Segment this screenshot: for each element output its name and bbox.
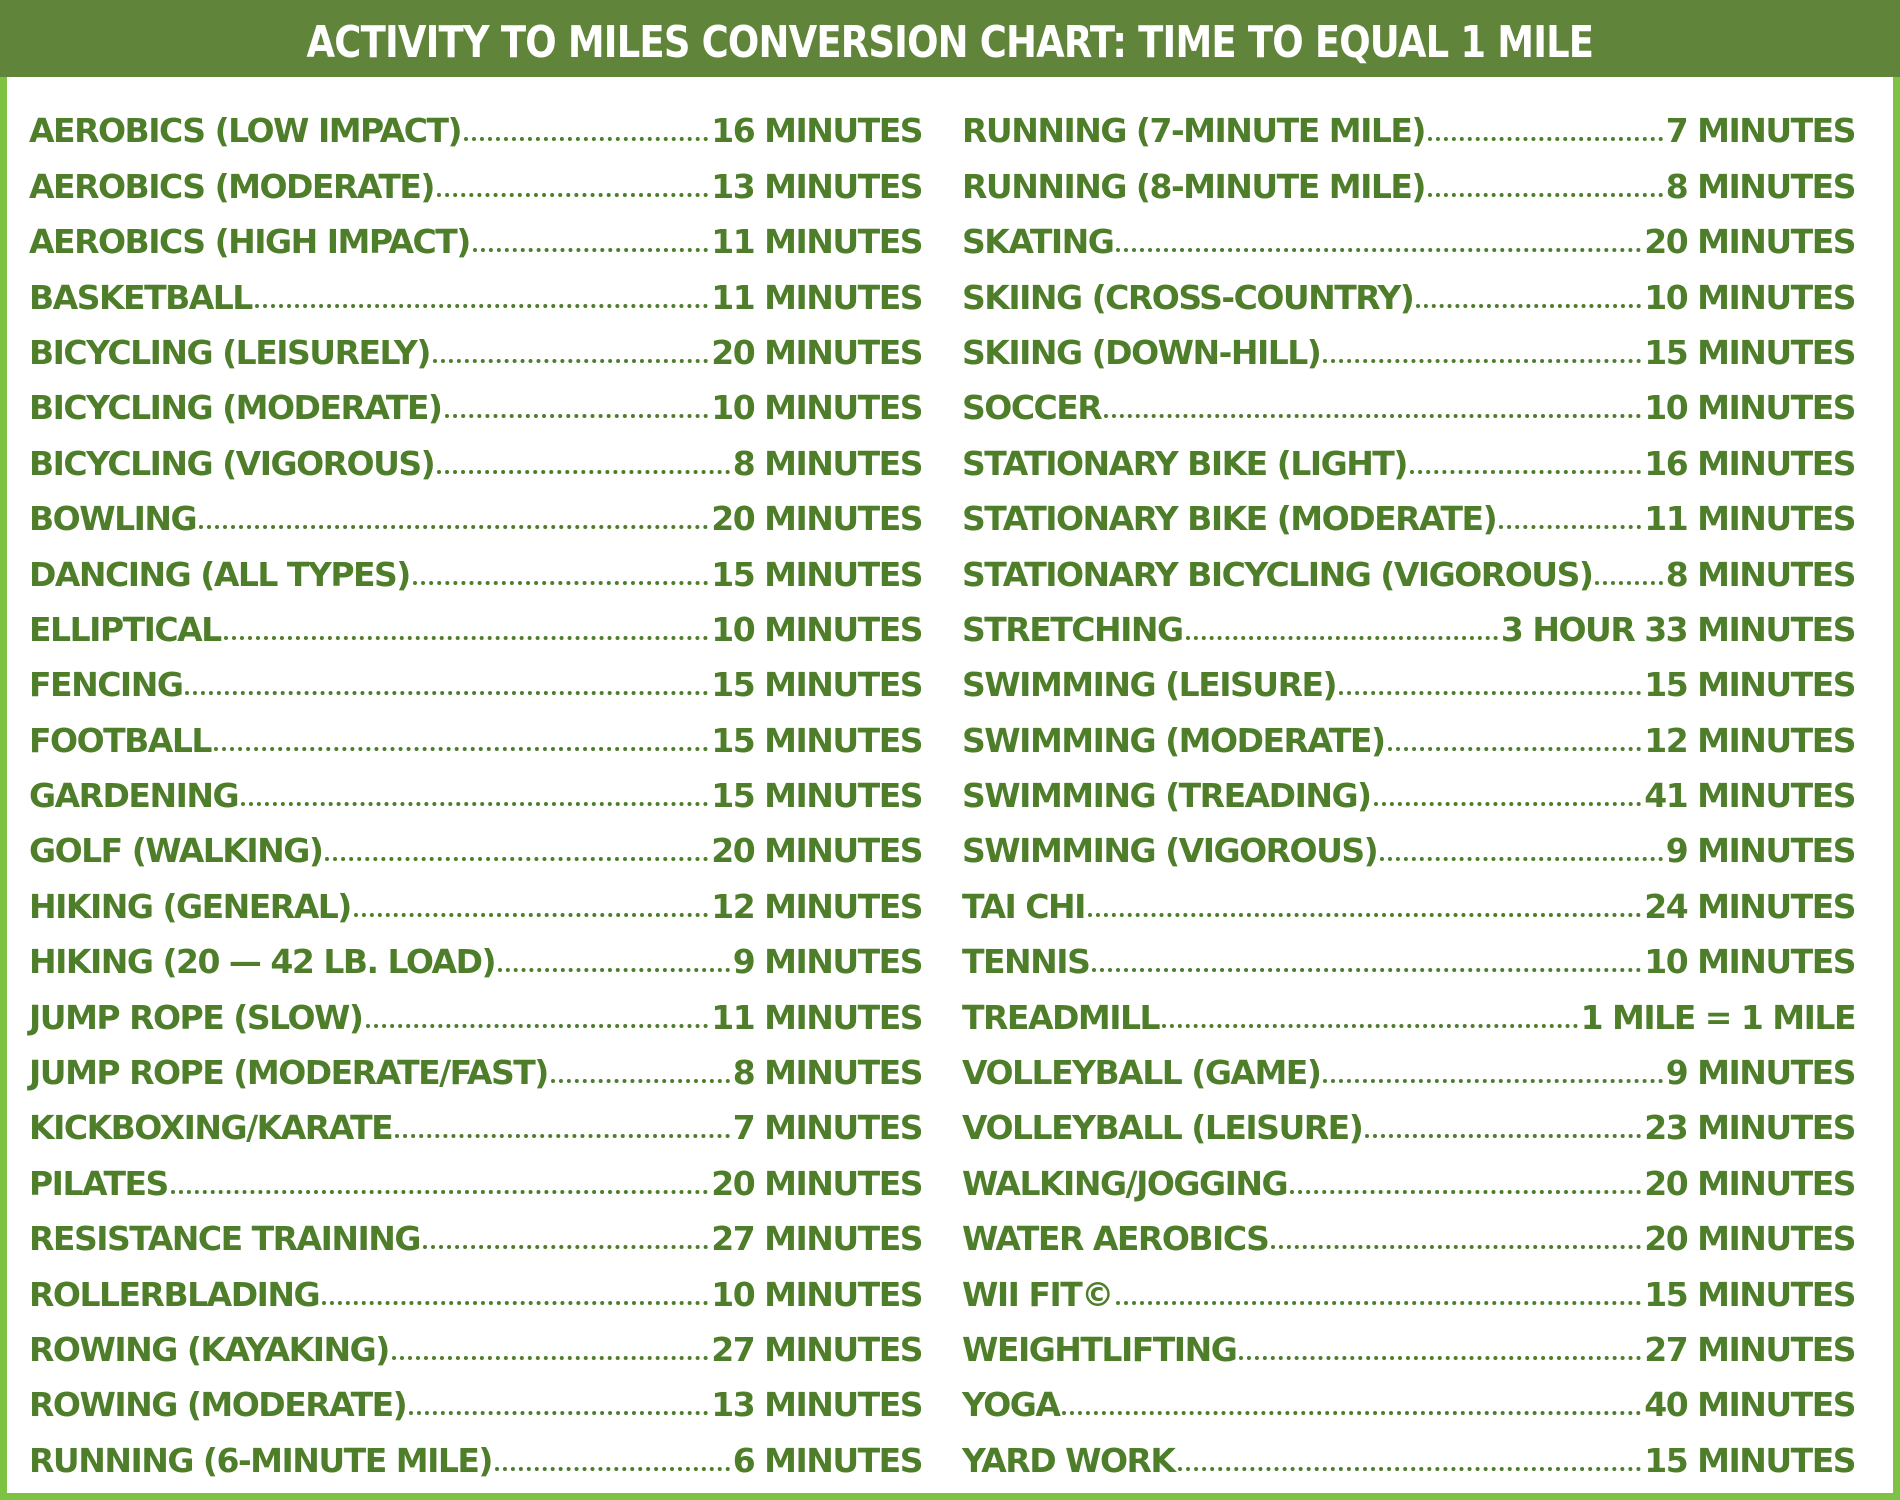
activity-row — [29, 150, 922, 205]
dot-leader — [255, 304, 708, 308]
activity-time: 6 MINUTES — [732, 1440, 922, 1480]
activity-name: GARDENING — [29, 776, 239, 816]
activity-name: FENCING — [29, 665, 183, 705]
activity-time: 1 MILE = 1 MILE — [1580, 997, 1855, 1037]
dot-leader — [322, 1301, 708, 1305]
activity-row — [29, 1147, 922, 1202]
dot-leader — [1365, 1134, 1641, 1138]
activity-row — [29, 427, 922, 482]
activity-row — [962, 1258, 1855, 1313]
activity-row — [962, 1147, 1855, 1202]
activity-time: 20 MINUTES — [711, 332, 922, 372]
activity-name: VOLLEYBALL (LEISURE) — [962, 1108, 1363, 1148]
dot-leader — [1271, 1245, 1641, 1249]
dot-leader — [1428, 193, 1663, 197]
activity-row — [962, 815, 1855, 870]
activity-row — [29, 594, 922, 649]
dot-leader — [473, 248, 708, 252]
activity-time: 40 MINUTES — [1644, 1385, 1855, 1425]
activity-time: 13 MINUTES — [711, 1385, 922, 1425]
activity-time: 13 MINUTES — [711, 166, 922, 206]
dot-leader — [241, 802, 708, 806]
dot-leader — [224, 636, 709, 640]
dot-leader — [395, 1134, 729, 1138]
dot-leader — [1374, 802, 1642, 806]
activity-name: FOOTBALL — [29, 720, 211, 760]
activity-time: 27 MINUTES — [1644, 1329, 1855, 1369]
activity-row — [29, 704, 922, 759]
dot-leader — [366, 1024, 709, 1028]
activity-row — [29, 538, 922, 593]
activity-time: 10 MINUTES — [1644, 942, 1855, 982]
dot-leader — [1388, 747, 1642, 751]
activity-time: 20 MINUTES — [711, 1163, 922, 1203]
dot-leader — [498, 968, 730, 972]
activity-name: SWIMMING (MODERATE) — [962, 720, 1385, 760]
dot-leader — [1088, 913, 1641, 917]
activity-row — [29, 760, 922, 815]
activity-time: 15 MINUTES — [711, 720, 922, 760]
dot-leader — [1323, 1079, 1662, 1083]
activity-row — [962, 317, 1855, 372]
activity-name: STATIONARY BIKE (LIGHT) — [962, 443, 1407, 483]
activity-name: WII FIT© — [962, 1274, 1113, 1314]
activity-name: STATIONARY BICYCLING (VIGOROUS) — [962, 554, 1593, 594]
activity-row — [962, 1092, 1855, 1147]
activity-row — [962, 427, 1855, 482]
activity-name: SOCCER — [962, 388, 1102, 428]
activity-name: STRETCHING — [962, 609, 1183, 649]
activity-name: RUNNING (7-MINUTE MILE) — [962, 111, 1425, 151]
activity-name: SWIMMING (LEISURE) — [962, 665, 1337, 705]
dot-leader — [1116, 248, 1641, 252]
dot-leader — [1104, 414, 1641, 418]
dot-leader — [1428, 137, 1663, 141]
activity-row — [29, 95, 922, 150]
activity-name: HIKING (GENERAL) — [29, 886, 351, 926]
activity-name: AEROBICS (HIGH IMPACT) — [29, 222, 470, 262]
activity-time: 10 MINUTES — [711, 388, 922, 428]
activity-name: GOLF (WALKING) — [29, 831, 323, 871]
activity-name: ELLIPTICAL — [29, 609, 221, 649]
activity-time: 27 MINUTES — [711, 1329, 922, 1369]
activity-time: 20 MINUTES — [1644, 1163, 1855, 1203]
activity-row — [962, 538, 1855, 593]
right-column — [962, 95, 1855, 1480]
activity-name: BASKETBALL — [29, 277, 252, 317]
activity-row — [962, 1314, 1855, 1369]
dot-leader — [1410, 470, 1641, 474]
activity-time: 8 MINUTES — [1665, 554, 1855, 594]
activity-row — [962, 870, 1855, 925]
activity-name: TAI CHI — [962, 886, 1085, 926]
dot-leader — [1116, 1301, 1641, 1305]
activity-name: AEROBICS (LOW IMPACT) — [29, 111, 462, 151]
activity-time: 12 MINUTES — [1644, 720, 1855, 760]
activity-name: WEIGHTLIFTING — [962, 1329, 1237, 1369]
activity-time: 15 MINUTES — [711, 554, 922, 594]
dot-leader — [464, 137, 708, 141]
activity-name: HIKING (20 — 42 LB. LOAD) — [29, 942, 496, 982]
activity-name: SKATING — [962, 222, 1114, 262]
activity-row — [962, 206, 1855, 261]
activity-time: 15 MINUTES — [711, 776, 922, 816]
activity-row — [29, 1314, 922, 1369]
activity-time: 10 MINUTES — [1644, 388, 1855, 428]
activity-time: 3 HOUR 33 MINUTES — [1500, 609, 1855, 649]
activity-time: 11 MINUTES — [711, 222, 922, 262]
activity-time: 16 MINUTES — [711, 111, 922, 151]
activity-name: BICYCLING (VIGOROUS) — [29, 443, 435, 483]
dot-leader — [185, 691, 708, 695]
activity-name: WATER AEROBICS — [962, 1219, 1269, 1259]
dot-leader — [1339, 691, 1641, 695]
dot-leader — [1323, 359, 1641, 363]
activity-time: 12 MINUTES — [711, 886, 922, 926]
activity-name: BICYCLING (MODERATE) — [29, 388, 442, 428]
activity-time: 16 MINUTES — [1644, 443, 1855, 483]
activity-row — [29, 206, 922, 261]
activity-row — [29, 870, 922, 925]
activity-row — [962, 704, 1855, 759]
activity-time: 9 MINUTES — [1665, 1053, 1855, 1093]
activity-row — [29, 1369, 922, 1424]
header-banner — [0, 0, 1900, 77]
activity-time: 15 MINUTES — [1644, 665, 1855, 705]
activity-time: 9 MINUTES — [732, 942, 922, 982]
dot-leader — [551, 1079, 730, 1083]
activity-row — [962, 649, 1855, 704]
dot-leader — [354, 913, 708, 917]
dot-leader — [1380, 857, 1662, 861]
page-title: ACTIVITY TO MILES CONVERSION CHART: TIME TO EQUAL 1 MILE — [306, 17, 1594, 68]
activity-name: AEROBICS (MODERATE) — [29, 166, 434, 206]
dot-leader — [1595, 581, 1662, 585]
activity-time: 24 MINUTES — [1644, 886, 1855, 926]
activity-time: 7 MINUTES — [1665, 111, 1855, 151]
activity-name: PILATES — [29, 1163, 168, 1203]
activity-name: RESISTANCE TRAINING — [29, 1219, 420, 1259]
activity-time: 11 MINUTES — [711, 277, 922, 317]
activity-name: ROLLERBLADING — [29, 1274, 320, 1314]
activity-row — [962, 1369, 1855, 1424]
activity-row — [29, 317, 922, 372]
left-column — [29, 95, 922, 1480]
activity-name: BICYCLING (LEISURELY) — [29, 332, 430, 372]
dot-leader — [1178, 1467, 1642, 1471]
activity-row — [962, 1424, 1855, 1479]
activity-time: 8 MINUTES — [732, 1053, 922, 1093]
activity-name: RUNNING (6-MINUTE MILE) — [29, 1440, 492, 1480]
activity-name: RUNNING (8-MINUTE MILE) — [962, 166, 1425, 206]
activity-name: SWIMMING (VIGOROUS) — [962, 831, 1378, 871]
activity-name: ROWING (MODERATE) — [29, 1385, 407, 1425]
activity-time: 10 MINUTES — [1644, 277, 1855, 317]
activity-name: VOLLEYBALL (GAME) — [962, 1053, 1321, 1093]
activity-row — [29, 1092, 922, 1147]
activity-time: 10 MINUTES — [711, 1274, 922, 1314]
activity-row — [29, 981, 922, 1036]
activity-name: STATIONARY BIKE (MODERATE) — [962, 499, 1497, 539]
dot-leader — [1062, 1411, 1641, 1415]
activity-row — [29, 815, 922, 870]
activity-row — [962, 926, 1855, 981]
activity-time: 9 MINUTES — [1665, 831, 1855, 871]
activity-time: 10 MINUTES — [711, 609, 922, 649]
activity-time: 11 MINUTES — [1644, 499, 1855, 539]
activity-name: TREADMILL — [962, 997, 1160, 1037]
activity-row — [962, 150, 1855, 205]
activity-row — [29, 483, 922, 538]
dot-leader — [171, 1190, 708, 1194]
activity-row — [29, 1203, 922, 1258]
activity-time: 15 MINUTES — [711, 665, 922, 705]
activity-row — [962, 483, 1855, 538]
activity-row — [29, 649, 922, 704]
dot-leader — [325, 857, 708, 861]
activity-name: SWIMMING (TREADING) — [962, 776, 1371, 816]
activity-name: KICKBOXING/KARATE — [29, 1108, 393, 1148]
dot-leader — [413, 581, 708, 585]
dot-leader — [1092, 968, 1641, 972]
activity-row — [962, 594, 1855, 649]
activity-row — [29, 1037, 922, 1092]
activity-time: 20 MINUTES — [1644, 1219, 1855, 1259]
dot-leader — [437, 193, 708, 197]
activity-time: 15 MINUTES — [1644, 1440, 1855, 1480]
activity-name: TENNIS — [962, 942, 1090, 982]
activity-name: JUMP ROPE (MODERATE/FAST) — [29, 1053, 548, 1093]
activity-row — [29, 261, 922, 316]
activity-row — [29, 926, 922, 981]
activity-row — [29, 1424, 922, 1479]
activity-row — [962, 760, 1855, 815]
activity-name: SKIING (CROSS-COUNTRY) — [962, 277, 1414, 317]
activity-row — [962, 372, 1855, 427]
activity-name: YARD WORK — [962, 1440, 1175, 1480]
dot-leader — [1290, 1190, 1641, 1194]
activity-name: WALKING/JOGGING — [962, 1163, 1288, 1203]
activity-time: 20 MINUTES — [711, 831, 922, 871]
dot-leader — [437, 470, 729, 474]
activity-row — [29, 1258, 922, 1313]
activity-row — [962, 261, 1855, 316]
activity-time: 7 MINUTES — [732, 1108, 922, 1148]
dot-leader — [409, 1411, 708, 1415]
dot-leader — [445, 414, 709, 418]
dot-leader — [495, 1467, 730, 1471]
dot-leader — [1239, 1356, 1641, 1360]
activity-name: DANCING (ALL TYPES) — [29, 554, 410, 594]
activity-time: 15 MINUTES — [1644, 1274, 1855, 1314]
activity-row — [962, 95, 1855, 150]
dot-leader — [1186, 636, 1498, 640]
activity-time: 8 MINUTES — [732, 443, 922, 483]
activity-name: YOGA — [962, 1385, 1060, 1425]
activity-time: 15 MINUTES — [1644, 332, 1855, 372]
dot-leader — [199, 525, 708, 529]
activity-name: BOWLING — [29, 499, 197, 539]
activity-time: 23 MINUTES — [1644, 1108, 1855, 1148]
activity-row — [962, 981, 1855, 1036]
activity-time: 11 MINUTES — [711, 997, 922, 1037]
activity-name: SKIING (DOWN-HILL) — [962, 332, 1321, 372]
dot-leader — [1416, 304, 1641, 308]
dot-leader — [392, 1356, 708, 1360]
activity-time: 27 MINUTES — [711, 1219, 922, 1259]
activity-row — [962, 1203, 1855, 1258]
activity-time: 20 MINUTES — [711, 499, 922, 539]
dot-leader — [1162, 1024, 1578, 1028]
activity-time: 20 MINUTES — [1644, 222, 1855, 262]
activity-time: 41 MINUTES — [1644, 776, 1855, 816]
dot-leader — [433, 359, 708, 363]
dot-leader — [423, 1245, 708, 1249]
activity-time: 8 MINUTES — [1665, 166, 1855, 206]
dot-leader — [214, 747, 708, 751]
dot-leader — [1499, 525, 1641, 529]
activity-row — [29, 372, 922, 427]
activity-name: JUMP ROPE (SLOW) — [29, 997, 363, 1037]
activity-row — [962, 1037, 1855, 1092]
activity-name: ROWING (KAYAKING) — [29, 1329, 389, 1369]
